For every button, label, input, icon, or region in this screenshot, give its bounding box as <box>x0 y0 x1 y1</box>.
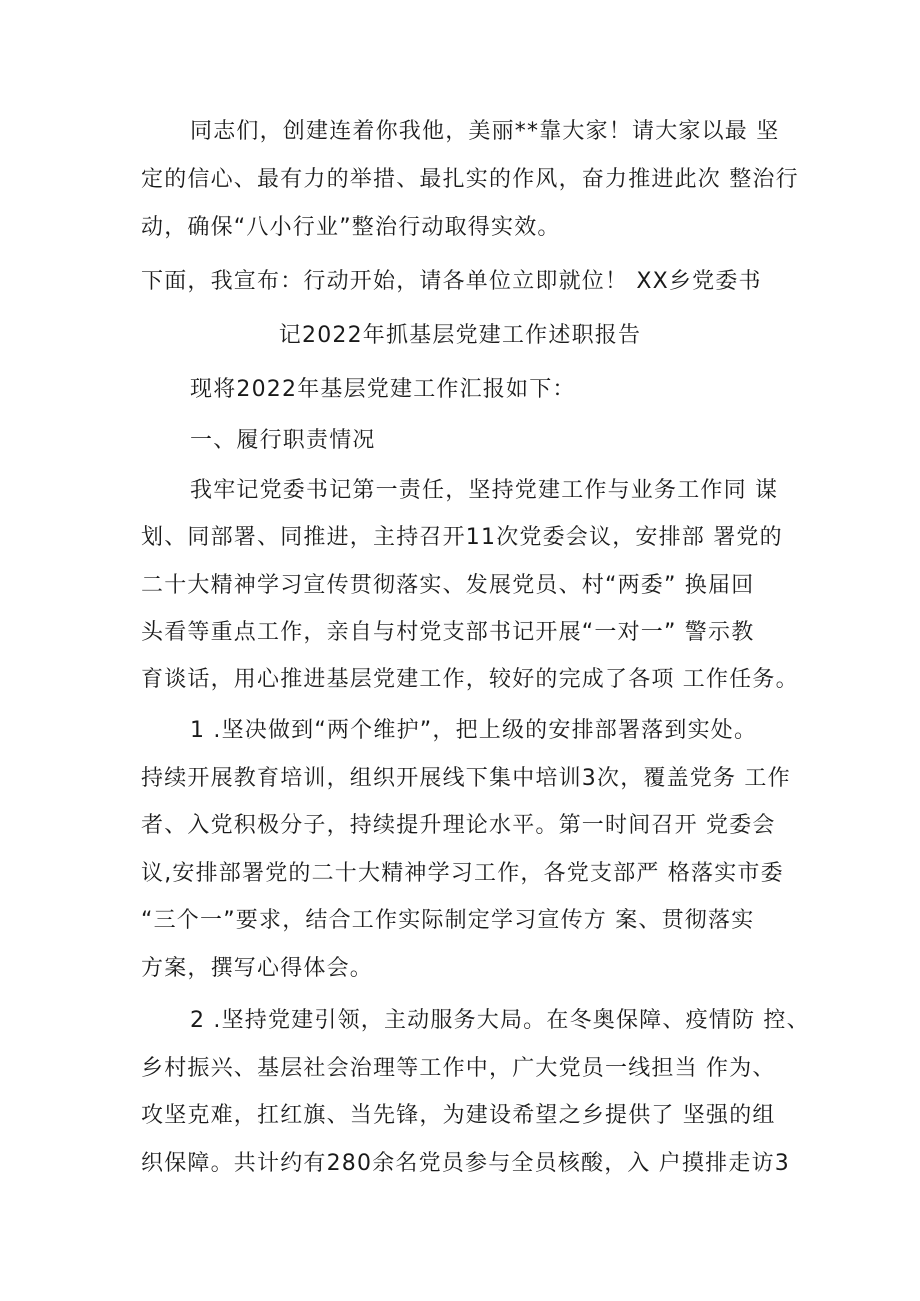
paragraph-line: 议,安排部署党的二十大精神学习工作，各党支部严 格落实市委 <box>141 861 784 886</box>
paragraph-line: 我牢记党委书记第一责任，坚持党建工作与业务工作同 谋 <box>190 478 779 503</box>
paragraph-line: 动，确保“八小行业”整治行动取得实效。 <box>141 215 561 240</box>
section-heading: 一、履行职责情况 <box>190 428 376 453</box>
paragraph-line: 头看等重点工作，亲自与村党支部书记开展“一对一” 警示教 <box>141 620 755 645</box>
paragraph-line: 2 .坚持党建引领，主动服务大局。在冬奥保障、疫情防 控、 <box>190 1008 810 1033</box>
paragraph-line: 方案，撰写心得体会。 <box>141 956 374 981</box>
paragraph-line: 乡村振兴、基层社会治理等工作中，广大党员一线担当 作为、 <box>141 1056 776 1081</box>
paragraph-line: 二十大精神学习宣传贯彻落实、发展党员、村“两委” 换届回 <box>141 573 755 598</box>
paragraph-line: 攻坚克难，扛红旗、当先锋，为建设希望之乡提供了 坚强的组 <box>141 1103 776 1128</box>
paragraph-line: 育谈话，用心推进基层党建工作，较好的完成了各项 工作任务。 <box>141 667 799 692</box>
paragraph-line: 现将2022年基层党建工作汇报如下： <box>190 377 576 402</box>
paragraph-line: 定的信心、最有力的举措、最扎实的作风，奋力推进此次 整治行 <box>141 167 799 192</box>
paragraph-line: 1 .坚决做到“两个维护”，把上级的安排部署落到实处。 <box>190 718 758 743</box>
paragraph-line: 持续开展教育培训，组织开展线下集中培训3次，覆盖党务 工作 <box>141 766 791 791</box>
document-title: 记2022年抓基层党建工作述职报告 <box>278 323 642 348</box>
paragraph-line: 者、入党积极分子，持续提升理论水平。第一时间召开 党委会 <box>141 813 776 838</box>
paragraph-line: 织保障。共计约有280余名党员参与全员核酸，入 户摸排走访3 <box>141 1151 790 1176</box>
paragraph-line: 划、同部署、同推进，主持召开11次党委会议，安排部 署党的 <box>141 525 783 550</box>
paragraph-line: “三个一”要求，结合工作实际制定学习宣传方 案、贯彻落实 <box>141 908 755 933</box>
paragraph-line: 同志们，创建连着你我他，美丽**靠大家！请大家以最 坚 <box>190 119 780 144</box>
paragraph-line: 下面，我宣布：行动开始，请各单位立即就位！ XX乡党委书 <box>141 269 762 294</box>
